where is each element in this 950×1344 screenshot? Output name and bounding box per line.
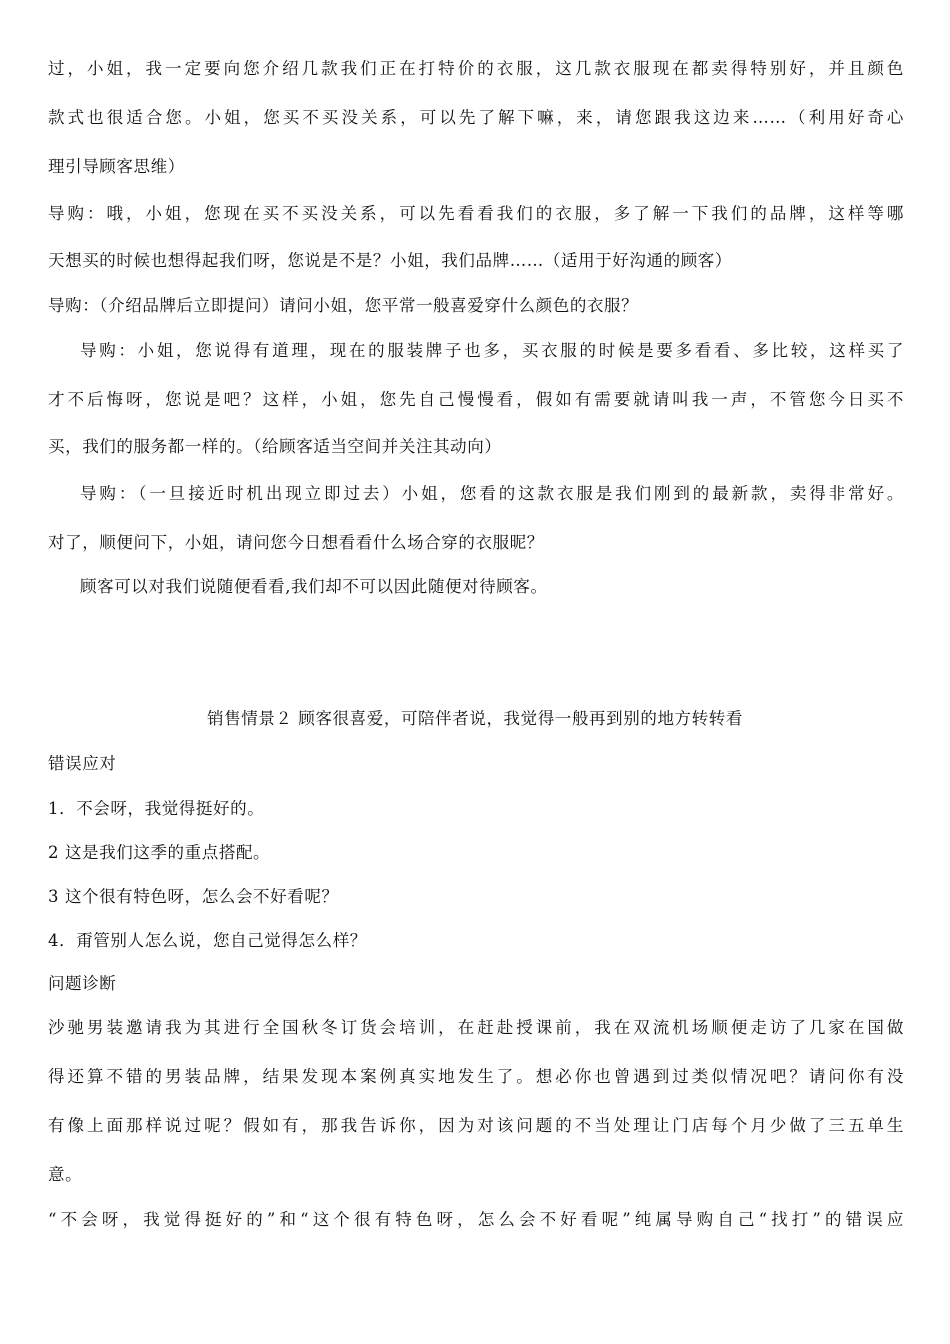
paragraph-line: 得还算不错的男装品牌，结果发现本案例真实地发生了。想必你也曾遇到过类似情况吧？请问你有没	[48, 1067, 904, 1086]
section-heading: 销售情景２ 顾客很喜爱，可陪伴者说，我觉得一般再到别的地方转转看	[207, 709, 743, 728]
paragraph-line: 导购：（介绍品牌后立即提问）请问小姐，您平常一般喜爱穿什么颜色的衣服？	[48, 296, 639, 315]
paragraph-line: 顾客可以对我们说随便看看,我们却不可以因此随便对待顾客。	[80, 577, 548, 596]
list-item: 4．甭管别人怎么说，您自己觉得怎么样？	[48, 931, 367, 950]
paragraph-line: 过，小姐，我一定要向您介绍几款我们正在打特价的衣服，这几款衣服现在都卖得特别好，并且颜色	[48, 59, 904, 78]
paragraph-line: 导购：小姐，您说得有道理，现在的服装牌子也多，买衣服的时候是要多看看、多比较，这样买了	[80, 341, 904, 360]
subheading: 问题诊断	[48, 974, 117, 993]
list-item: 2 这是我们这季的重点搭配。	[48, 843, 271, 862]
paragraph-line: 意。	[48, 1165, 83, 1184]
paragraph-line: 导购：哦，小姐，您现在买不买没关系，可以先看看我们的衣服，多了解一下我们的品牌，这样等哪	[48, 204, 904, 223]
paragraph-line: 有像上面那样说过呢？假如有，那我告诉你，因为对该问题的不当处理让门店每个月少做了三五单生	[48, 1116, 904, 1135]
list-item: 3 这个很有特色呀，怎么会不好看呢？	[48, 887, 339, 906]
list-item: 1．不会呀，我觉得挺好的。	[48, 799, 265, 818]
paragraph-line: 沙驰男装邀请我为其进行全国秋冬订货会培训，在赶赴授课前，我在双流机场顺便走访了几家在国做	[48, 1018, 904, 1037]
paragraph-line: 款式也很适合您。小姐，您买不买没关系，可以先了解下嘛，来，请您跟我这边来……（利用好奇心	[48, 108, 904, 127]
paragraph-line: 导购：（一旦接近时机出现立即过去）小姐，您看的这款衣服是我们刚到的最新款，卖得非常好。	[80, 484, 904, 503]
paragraph-line: 对了，顺便问下，小姐，请问您今日想看看什么场合穿的衣服昵？	[48, 533, 544, 552]
paragraph-line: 天想买的时候也想得起我们呀，您说是不是？小姐，我们品牌……（适用于好沟通的顾客）	[48, 251, 732, 270]
paragraph-line: 买，我们的服务都一样的。（给顾客适当空间并关注其动向）	[48, 437, 502, 456]
paragraph-line: 才不后悔呀，您说是吧？这样，小姐，您先自己慢慢看，假如有需要就请叫我一声，不管您今日买不	[48, 390, 904, 409]
paragraph-line: 理引导顾客思维）	[48, 157, 185, 176]
subheading: 错误应对	[48, 754, 117, 773]
paragraph-line: “不会呀，我觉得挺好的”和“这个很有特色呀，怎么会不好看呢”纯属导购自己“找打”的错误应	[48, 1210, 904, 1229]
